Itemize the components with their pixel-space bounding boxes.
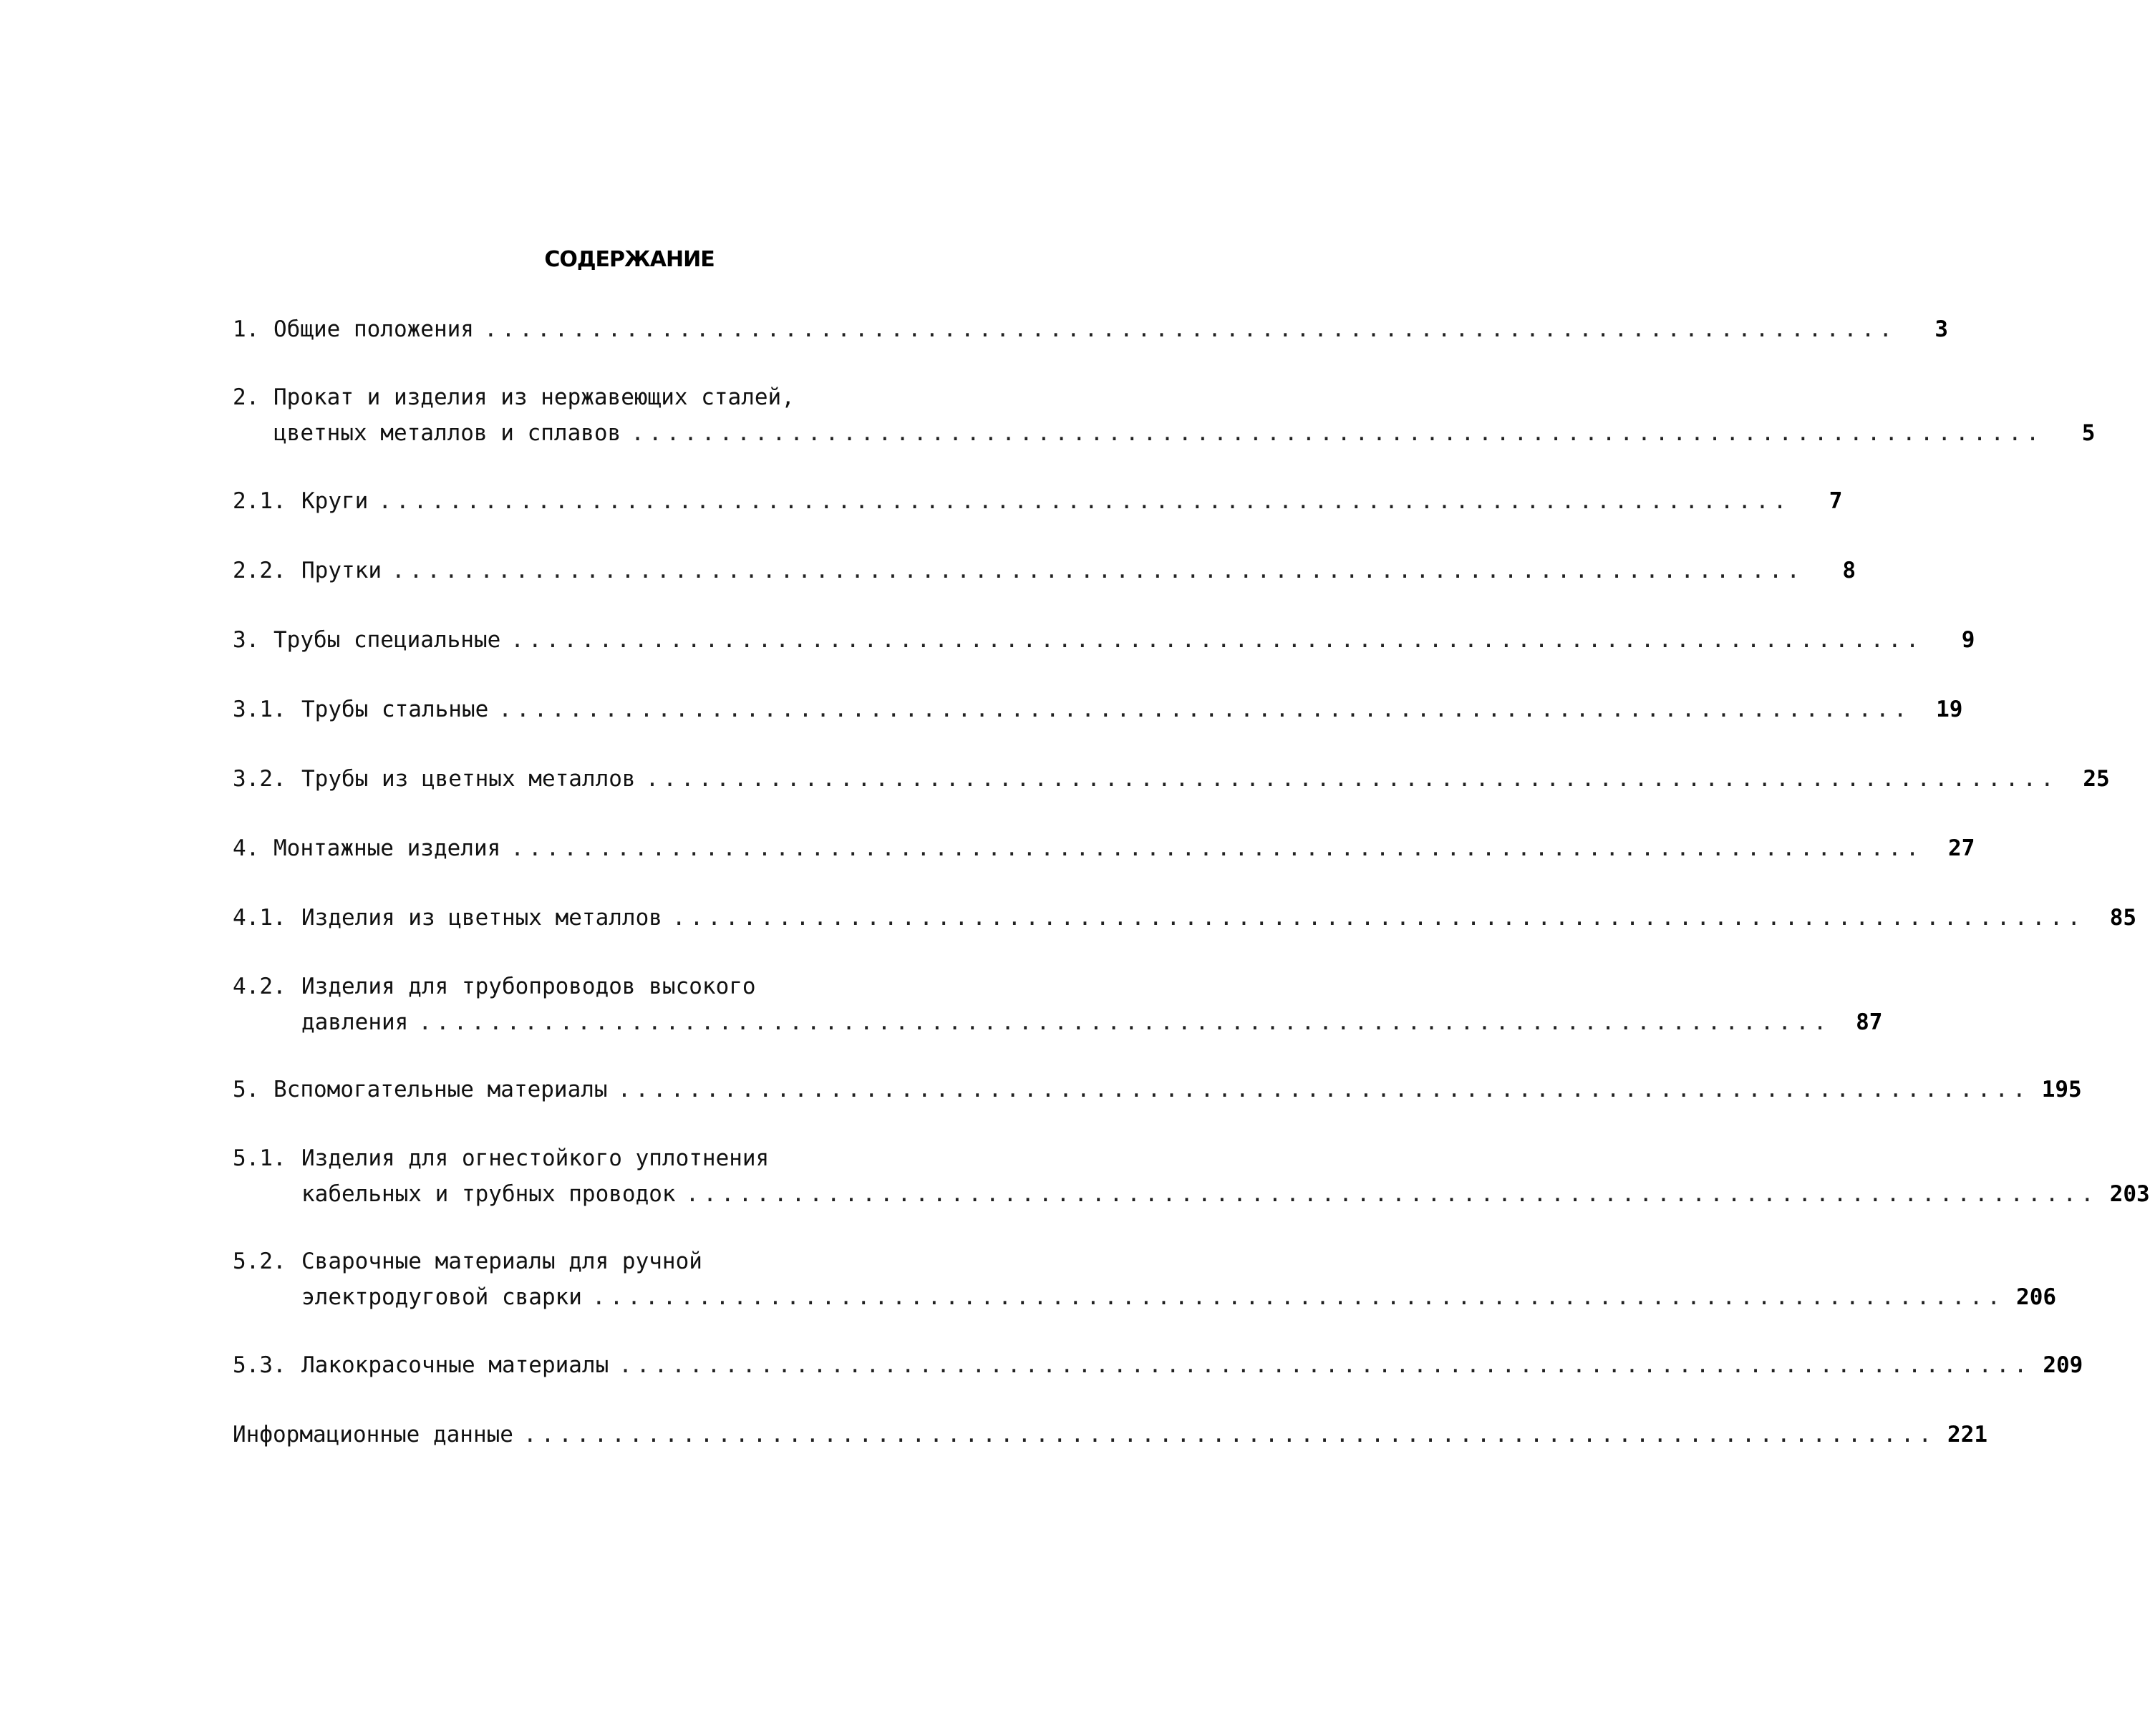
table-of-contents	[233, 0, 2150, 1736]
toc-entry-title-continued: цветных металлов и сплавов	[273, 420, 621, 446]
toc-entry-number: 4.	[233, 835, 260, 861]
toc-entry	[233, 969, 1883, 1040]
toc-entry-page: 27	[1948, 835, 1975, 861]
toc-entry-page: 7	[1829, 488, 1843, 514]
toc-entry-page: 206	[2016, 1284, 2057, 1310]
toc-entry-title: Прокат и изделия из нержавеющих сталей,	[273, 384, 795, 410]
dot-leader: ................................................................................	[619, 1352, 2032, 1378]
toc-entry	[233, 1140, 2150, 1212]
toc-entry	[233, 761, 2110, 797]
page-title: СОДЕРЖАНИЕ	[544, 247, 715, 272]
dot-leader: ................................................................................	[378, 488, 1791, 514]
toc-entry-number: 3.	[233, 627, 260, 653]
toc-entry-number: 2.1.	[233, 488, 286, 514]
dot-leader: ................................................................................	[631, 420, 2044, 446]
toc-entry-page: 8	[1842, 558, 1856, 583]
toc-entry-page: 203	[2109, 1181, 2150, 1207]
toc-entry-title: Монтажные изделия	[273, 835, 501, 861]
toc-entry-number: 5.3.	[233, 1352, 286, 1378]
toc-entry-page: 221	[1947, 1422, 1988, 1448]
toc-entry	[233, 379, 2096, 451]
dot-leader: ................................................................................	[418, 1009, 1831, 1035]
toc-entry	[233, 1417, 1988, 1453]
toc-entry-title: Круги	[301, 488, 369, 514]
dot-leader: ................................................................................	[391, 558, 1805, 583]
toc-entry-title-continued: кабельных и трубных проводок	[301, 1181, 676, 1207]
toc-entry-title: Изделия из цветных металлов	[301, 905, 662, 931]
toc-entry-page: 3	[1934, 316, 1949, 342]
dot-leader: ................................................................................	[510, 835, 1924, 861]
toc-entry-title: Вспомогательные материалы	[273, 1077, 608, 1102]
dot-leader: ................................................................................	[591, 1284, 2005, 1310]
toc-entry-number: 1.	[233, 316, 260, 342]
dot-leader: ................................................................................	[645, 766, 2058, 792]
toc-entry	[233, 692, 1963, 727]
toc-entry-title: Лакокрасочные материалы	[301, 1352, 609, 1378]
toc-entry-title: Изделия для огнестойкого уплотнения	[301, 1145, 770, 1171]
toc-entry-title: Общие положения	[273, 316, 474, 342]
toc-entry-number: 5.2.	[233, 1248, 286, 1274]
toc-entry-title-continued: электродуговой сварки	[301, 1284, 582, 1310]
toc-entry	[233, 311, 1949, 347]
toc-entry-number: 5.1.	[233, 1145, 286, 1171]
toc-entry	[233, 553, 1856, 588]
toc-entry	[233, 1347, 2083, 1383]
toc-entry	[233, 900, 2137, 936]
dot-leader: ................................................................................	[510, 627, 1924, 653]
toc-entry-page: 9	[1961, 627, 1975, 653]
dot-leader: ................................................................................	[498, 697, 1912, 722]
dot-leader: ................................................................................	[685, 1181, 2098, 1207]
dot-leader: ................................................................................	[483, 316, 1897, 342]
toc-entry-title: Трубы специальные	[273, 627, 501, 653]
toc-entry-page: 87	[1856, 1009, 1883, 1035]
dot-leader: ................................................................................	[523, 1422, 1937, 1448]
toc-entry-title: Информационные данные	[233, 1422, 513, 1448]
toc-entry-number: 2.2.	[233, 558, 286, 583]
toc-entry-number: 4.1.	[233, 905, 286, 931]
toc-entry	[233, 483, 1843, 519]
toc-entry	[233, 830, 1975, 866]
toc-entry-title: Трубы стальные	[301, 697, 489, 722]
toc-entry-number: 5.	[233, 1077, 260, 1102]
toc-entry-title: Изделия для трубопроводов высокого	[301, 974, 756, 999]
toc-entry-title: Трубы из цветных металлов	[301, 766, 636, 792]
toc-entry	[233, 1243, 2057, 1315]
dot-leader: ................................................................................	[672, 905, 2086, 931]
toc-entry-page: 5	[2081, 420, 2096, 446]
toc-entry-page: 25	[2083, 766, 2110, 792]
toc-entry-title-continued: давления	[301, 1009, 409, 1035]
toc-entry-page: 209	[2043, 1352, 2083, 1378]
dot-leader: ................................................................................	[617, 1077, 2030, 1102]
toc-entry-title: Сварочные материалы для ручной	[301, 1248, 702, 1274]
toc-entry-page: 19	[1936, 697, 1963, 722]
toc-entry-number: 3.2.	[233, 766, 286, 792]
toc-entry	[233, 622, 1975, 658]
toc-entry-page: 85	[2109, 905, 2137, 931]
toc-entry-number: 4.2.	[233, 974, 286, 999]
toc-entry-page: 195	[2041, 1077, 2082, 1102]
toc-entry-number: 3.1.	[233, 697, 286, 722]
toc-entry	[233, 1072, 2082, 1107]
toc-entry-number: 2.	[233, 384, 260, 410]
toc-entry-title: Прутки	[301, 558, 382, 583]
